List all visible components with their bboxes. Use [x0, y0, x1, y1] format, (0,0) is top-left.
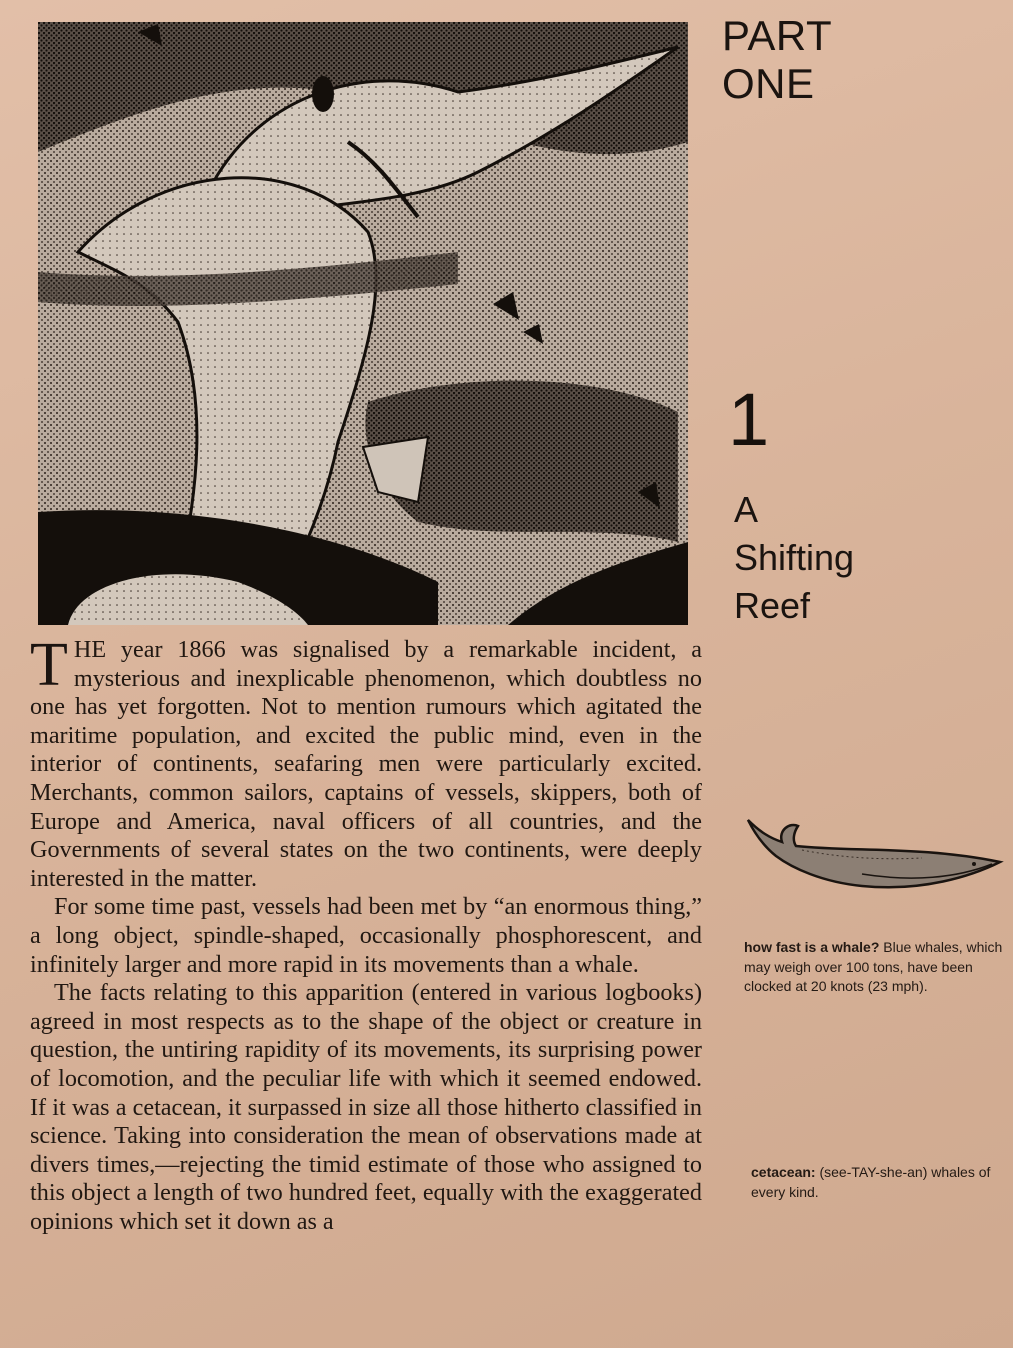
whale-icon	[742, 812, 1004, 900]
chapter-title-line: A	[734, 489, 759, 530]
body-paragraph: The facts relating to this apparition (entered in various logbooks) agreed in most respects as to the shape of the object or creature in question, the untiring rapidity of its movements, its surprising power of locomotion, and the peculiar life with which it seemed endowed. If it was a cetacean, it surpassed in size all those hitherto classified in science. Taking into consideration the mean of observations made at divers times,—rejecting the timid estimate of those who assigned to this object a length of two hundred feet, equally with the exaggerated opinions which set it down as a	[30, 979, 702, 1235]
sidenote-whale-speed	[744, 938, 1010, 997]
part-heading	[722, 12, 832, 108]
sidenote-term: cetacean:	[751, 1164, 816, 1180]
sidenote-text: (see-TAY-she-an) whales of every kind.	[751, 1164, 991, 1200]
body-paragraph-text: HE year 1866 was signalised by a remarkable incident, a mysterious and inexplicable phenomenon, which doubtless no one has yet forgotten. Not to mention rumours which agitated the maritime population, and excited the public mind, even in the interior of continents, seafaring men were particularly excited. Merchants, common sailors, captains of vessels, skippers, both of Europe and America, naval officers of all countries, and the Governments of several states on the two continents, were deeply interested in the matter.	[30, 636, 702, 892]
drop-cap: T	[30, 631, 68, 699]
chapter-body-text	[30, 631, 702, 1236]
part-heading-line: PART	[722, 12, 833, 59]
chapter-number: 1	[728, 378, 770, 461]
chapter-title	[734, 486, 854, 630]
sidenote-term: how fast is a whale?	[744, 939, 880, 955]
narwhal-illustration-svg	[38, 22, 688, 625]
chapter-title-line: Reef	[734, 585, 811, 626]
body-paragraph: For some time past, vessels had been met by “an enormous thing,” a long object, spindle-shaped, occasionally phosphorescent, and infinitely larger and more rapid in its movements than a whale.	[30, 893, 702, 978]
sidenote-cetacean	[751, 1163, 991, 1202]
body-paragraph	[30, 631, 702, 893]
whale-illustration-svg	[742, 812, 1004, 900]
sidenote-text: Blue whales, which may weigh over 100 tons, have been clocked at 20 knots (23 mph).	[744, 939, 1003, 994]
part-heading-line: ONE	[722, 60, 815, 107]
chapter-title-line: Shifting	[734, 537, 855, 578]
narwhal-seascape-illustration	[38, 22, 688, 625]
